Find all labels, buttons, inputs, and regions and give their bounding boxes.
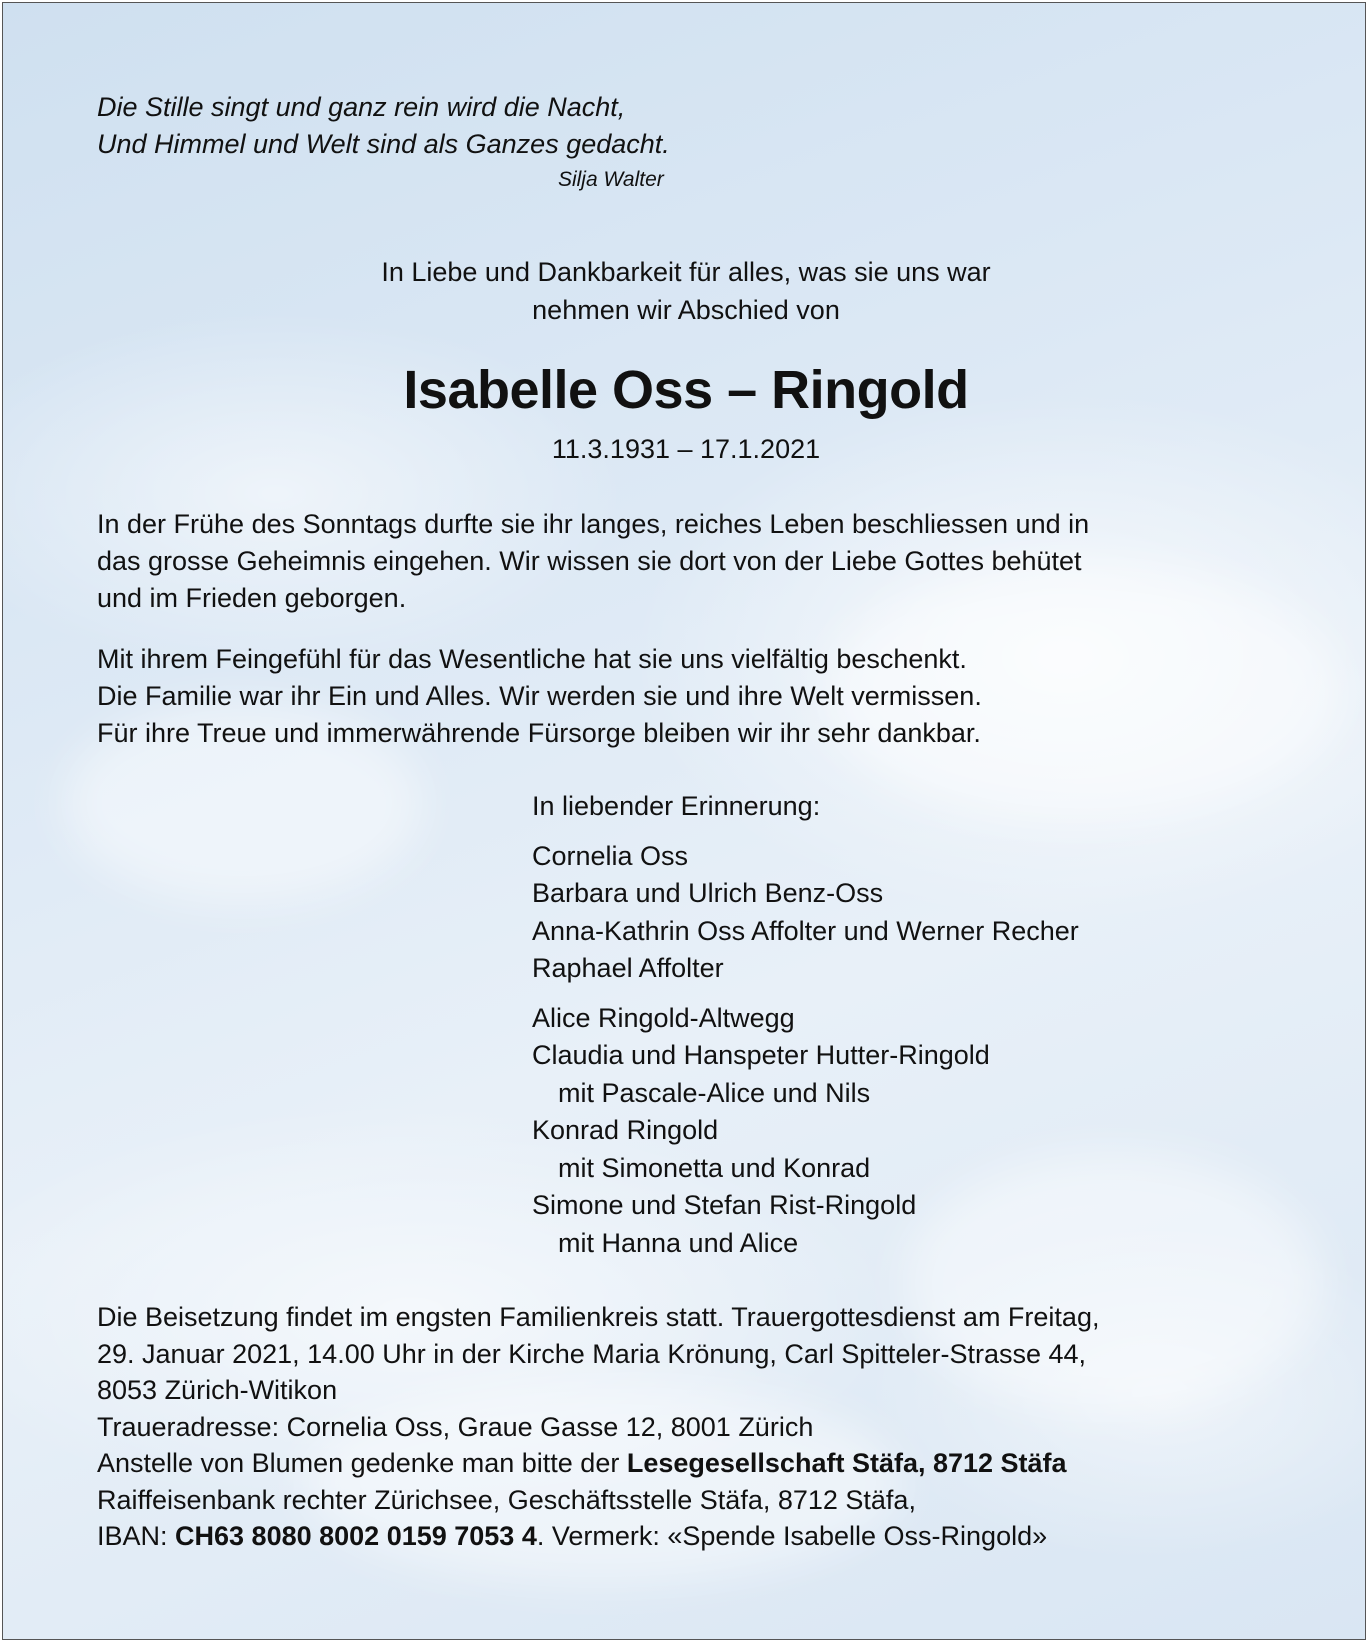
intro-text (3, 253, 1366, 329)
family-member: mit Pascale-Alice und Nils (558, 1077, 871, 1108)
intro-line: In Liebe und Dankbarkeit für alles, was sie uns war (381, 257, 991, 287)
donation-recipient: Lesegesellschaft Stäfa, 8712 Stäfa (626, 1448, 1067, 1478)
iban-number: CH63 8080 8002 0159 7053 4 (175, 1521, 537, 1551)
paragraph-line: Die Familie war ihr Ein und Alles. Wir werden sie und ihre Welt vermissen. (97, 681, 982, 711)
donation-prefix: Anstelle von Blumen gedenke man bitte der (97, 1448, 627, 1478)
footer-line: Die Beisetzung findet im engsten Familienkreis statt. Trauergottesdienst am Freitag, (97, 1302, 1100, 1332)
paragraph-line: In der Frühe des Sonntags durfte sie ihr langes, reiches Leben beschliessen und in (97, 509, 1090, 539)
paragraph-life (97, 506, 1297, 617)
family-member: Raphael Affolter (532, 953, 724, 983)
footer-line: 8053 Zürich-Witikon (97, 1375, 338, 1405)
iban-suffix: . Vermerk: «Spende Isabelle Oss-Ringold» (536, 1521, 1048, 1551)
paragraph-line: und im Frieden geborgen. (97, 583, 407, 613)
paragraph-line: Mit ihrem Feingefühl für das Wesentliche hat sie uns vielfältig beschenkt. (97, 644, 967, 674)
family-heading: In liebender Erinnerung: (532, 791, 821, 821)
mourning-address: Traueradresse: Cornelia Oss, Graue Gasse 12, 8001 Zürich (97, 1411, 814, 1442)
funeral-details (97, 1299, 1337, 1555)
iban-prefix: IBAN: (97, 1521, 176, 1551)
family-member: Anna-Kathrin Oss Affolter und Werner Recher (532, 915, 1079, 946)
paragraph-line: Für ihre Treue und immerwährende Fürsorge bleiben wir ihr sehr dankbar. (97, 718, 981, 748)
donation-note (97, 1445, 1337, 1482)
family-member: mit Simonetta und Konrad (558, 1152, 871, 1183)
quote-author: Silja Walter (557, 168, 664, 191)
iban-line (97, 1518, 1337, 1555)
intro-line: nehmen wir Abschied von (532, 295, 840, 325)
poem-quote (97, 89, 670, 195)
family-member: Alice Ringold-Altwegg (532, 1002, 795, 1033)
obituary-page (2, 2, 1366, 1640)
family-list (532, 788, 1332, 1262)
family-member: Claudia und Hanspeter Hutter-Ringold (532, 1040, 990, 1070)
family-member: mit Hanna und Alice (558, 1227, 799, 1258)
paragraph-line: das grosse Geheimnis eingehen. Wir wissen sie dort von der Liebe Gottes behütet (97, 546, 1082, 576)
bank-name: Raiffeisenbank rechter Zürichsee, Geschäftsstelle Stäfa, 8712 Stäfa, (97, 1484, 916, 1515)
family-member: Barbara und Ulrich Benz-Oss (532, 878, 884, 908)
family-member: Konrad Ringold (532, 1115, 719, 1145)
family-member: Simone und Stefan Rist-Ringold (532, 1190, 917, 1220)
life-dates: 11.3.1931 – 17.1.2021 (551, 434, 821, 464)
deceased-name: Isabelle Oss – Ringold (403, 360, 969, 420)
quote-line: Und Himmel und Welt sind als Ganzes gedacht. (97, 129, 670, 159)
quote-line: Die Stille singt und ganz rein wird die Nacht, (97, 92, 626, 122)
paragraph-gratitude (97, 641, 1297, 752)
footer-line: 29. Januar 2021, 14.00 Uhr in der Kirche Maria Krönung, Carl Spitteler-Strasse 44, (97, 1338, 1087, 1369)
family-member: Cornelia Oss (532, 840, 689, 871)
